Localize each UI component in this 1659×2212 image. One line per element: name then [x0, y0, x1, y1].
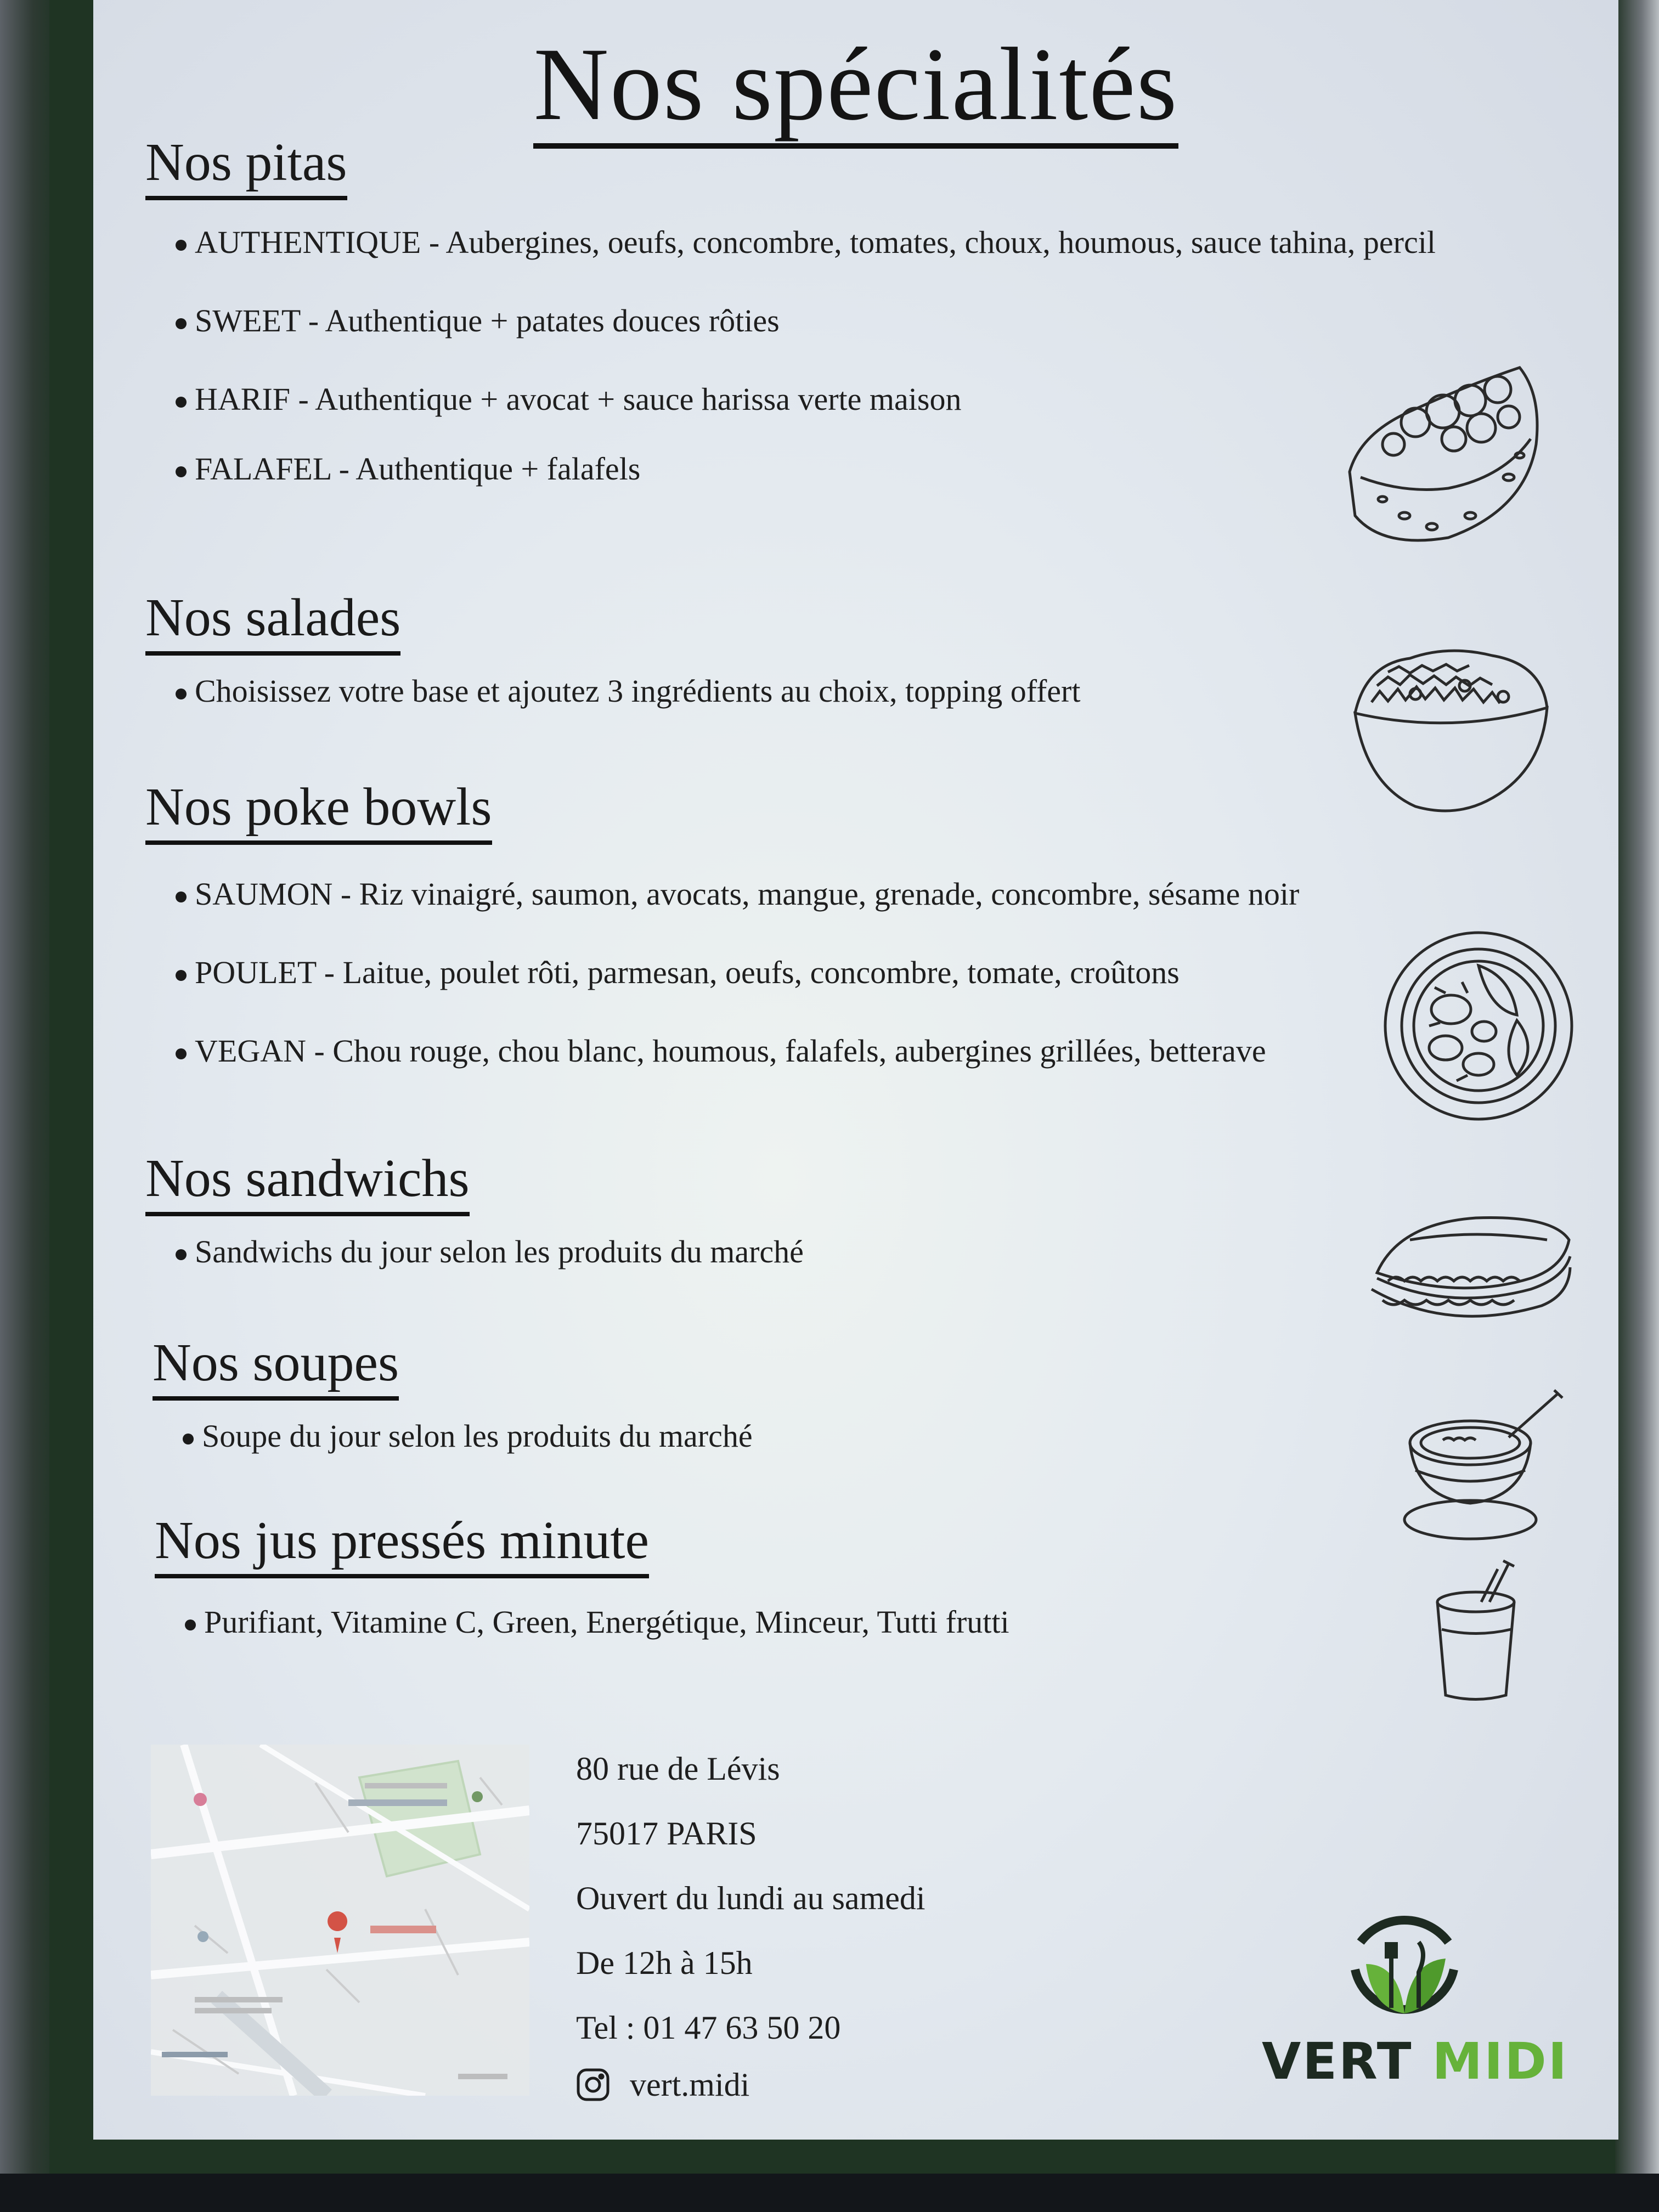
list-item: Sandwichs du jour selon les produits du marché: [145, 1233, 1517, 1271]
section-heading-pitas: Nos pitas: [145, 132, 347, 200]
vert-midi-logo-icon: [1339, 1904, 1470, 2035]
list-item: SWEET - Authentique + patates douces rôties: [145, 302, 1517, 380]
list-item: POULET - Laitue, poulet rôti, parmesan, oeufs, concombre, tomate, croûtons: [145, 953, 1517, 1032]
menu-page: [93, 0, 1618, 2140]
sandwich-sketch-icon: [1366, 1207, 1575, 1344]
opening-hours: De 12h à 15h: [576, 1945, 753, 1981]
address-street: 80 rue de Lévis: [576, 1751, 780, 1787]
location-map: [151, 1745, 529, 2096]
list-item: SAUMON - Riz vinaigré, saumon, avocats, mangue, grenade, concombre, sésame noir: [145, 875, 1517, 953]
address-city: 75017 PARIS: [576, 1815, 757, 1852]
photo-right-edge: [1615, 0, 1659, 2212]
list-item: Soupe du jour selon les produits du marché: [153, 1417, 1524, 1455]
instagram-label: vert.midi: [630, 2067, 750, 2103]
phone-number: Tel : 01 47 63 50 20: [576, 2010, 841, 2046]
section-poke-bowls: [145, 776, 1517, 1070]
list-item: Choisissez votre base et ajoutez 3 ingrédients au choix, topping offert: [145, 672, 1517, 710]
list-item: AUTHENTIQUE - Aubergines, oeufs, concombre, tomates, choux, houmous, sauce tahina, percil: [145, 223, 1517, 302]
section-pitas: [145, 132, 1517, 488]
section-heading-sandwichs: Nos sandwichs: [145, 1148, 470, 1216]
section-salades: [145, 587, 1517, 710]
list-item: Purifiant, Vitamine C, Green, Energétique, Minceur, Tutti frutti: [155, 1603, 1526, 1641]
section-soupes: [153, 1332, 1524, 1455]
logo-word-vert: VERT: [1262, 2032, 1413, 2091]
instagram-handle: [576, 2060, 926, 2109]
list-item: FALAFEL - Authentique + falafels: [145, 450, 1517, 488]
vert-midi-logo: [1262, 1904, 1568, 2091]
section-heading-jus: Nos jus pressés minute: [155, 1510, 649, 1578]
contact-info: [576, 1736, 926, 2109]
pita-sketch-icon: [1339, 351, 1547, 549]
section-heading-soupes: Nos soupes: [153, 1332, 399, 1401]
poke-bowl-sketch-icon: [1380, 927, 1577, 1125]
section-jus: [155, 1510, 1526, 1641]
list-item: VEGAN - Chou rouge, chou blanc, houmous, falafels, aubergines grillées, betterave: [145, 1032, 1517, 1070]
section-heading-poke-bowls: Nos poke bowls: [145, 776, 492, 845]
section-heading-salades: Nos salades: [145, 587, 400, 656]
soup-bowl-sketch-icon: [1399, 1383, 1564, 1547]
salad-bowl-sketch-icon: [1350, 642, 1553, 817]
section-sandwichs: [145, 1148, 1517, 1271]
juice-glass-sketch-icon: [1421, 1558, 1536, 1706]
list-item: HARIF - Authentique + avocat + sauce harissa verte maison: [145, 380, 1517, 450]
photo-bottom-edge: [0, 2174, 1659, 2212]
page-title: Nos spécialités: [93, 27, 1618, 149]
instagram-icon: [576, 2068, 610, 2102]
logo-word-midi: MIDI: [1432, 2032, 1568, 2091]
logo-wordmark: [1262, 2032, 1568, 2091]
opening-days: Ouvert du lundi au samedi: [576, 1880, 926, 1916]
